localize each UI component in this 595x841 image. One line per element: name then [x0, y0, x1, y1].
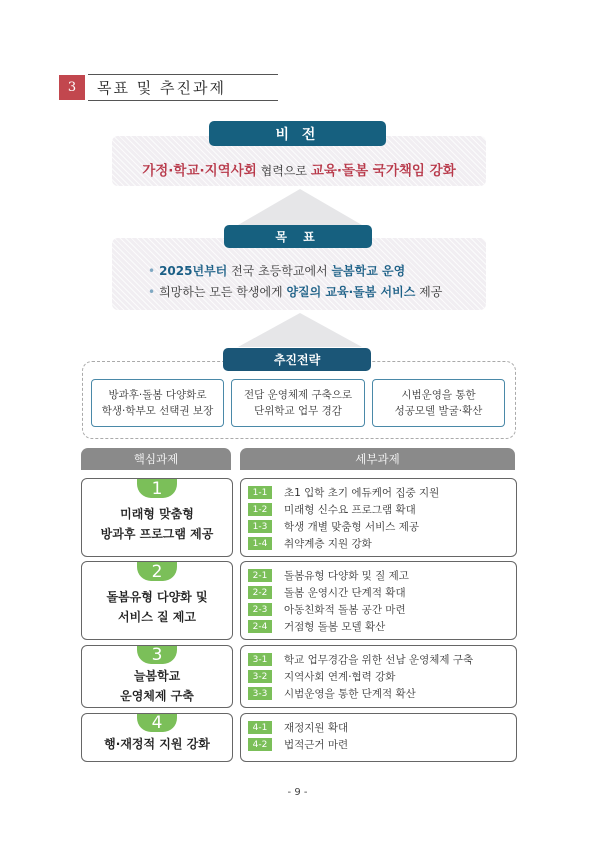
up-arrow-icon — [238, 313, 362, 347]
up-arrow-icon — [238, 189, 362, 225]
core-tasks-header: 핵심과제 — [81, 448, 231, 470]
core-task-title — [82, 666, 232, 706]
detail-code: 1-3 — [248, 520, 272, 533]
detail-tasks-1 — [240, 478, 517, 557]
core-task-2 — [81, 561, 233, 640]
detail-text: 학생 개별 맞춤형 서비스 제공 — [284, 521, 420, 533]
detail-code: 1-1 — [248, 486, 272, 499]
detail-code: 1-4 — [248, 537, 272, 550]
task-number-badge: 4 — [137, 714, 177, 732]
detail-code: 3-2 — [248, 670, 272, 683]
detail-item — [248, 584, 516, 601]
detail-text: 지역사회 연계·협력 강화 — [284, 671, 396, 683]
goal-text: 희망하는 모든 학생에게 — [159, 285, 287, 299]
detail-text: 재정지원 확대 — [284, 722, 349, 734]
detail-item — [248, 651, 516, 668]
detail-item — [248, 668, 516, 685]
strategy-text: 시범운영을 통한 — [401, 389, 476, 401]
goal-text: 전국 초등학교에서 — [227, 264, 332, 278]
detail-tasks-4 — [240, 713, 517, 762]
detail-text: 미래형 신수요 프로그램 확대 — [284, 504, 416, 516]
strategy-box-3 — [372, 379, 505, 427]
bullet-icon: • — [148, 285, 156, 299]
detail-item — [248, 518, 516, 535]
detail-item — [248, 535, 516, 552]
detail-tasks-2 — [240, 561, 517, 640]
goal-highlight: 2025년부터 — [159, 264, 228, 278]
detail-code: 2-4 — [248, 620, 272, 633]
core-task-title — [82, 587, 232, 627]
detail-code: 4-1 — [248, 721, 272, 734]
goal-highlight: 양질의 교육·돌봄 서비스 — [286, 285, 416, 299]
strategy-text: 전담 운영체제 구축으로 — [243, 389, 353, 401]
core-task-title-line: 방과후 프로그램 제공 — [100, 527, 214, 541]
detail-code: 2-1 — [248, 569, 272, 582]
detail-item — [248, 685, 516, 702]
detail-code: 3-1 — [248, 653, 272, 666]
detail-code: 1-2 — [248, 503, 272, 516]
goal-line-2 — [148, 283, 442, 300]
detail-code: 2-2 — [248, 586, 272, 599]
section-title: 목표 및 추진과제 — [97, 79, 226, 97]
detail-item — [248, 484, 516, 501]
vision-statement — [112, 159, 486, 179]
detail-item — [248, 719, 516, 736]
detail-item — [248, 736, 516, 753]
core-task-3 — [81, 645, 233, 708]
strategy-text: 방과후·돌봄 다양화로 — [108, 389, 207, 401]
detail-text: 돌봄유형 다양화 및 질 제고 — [284, 570, 409, 582]
task-number-badge: 1 — [137, 479, 177, 498]
detail-text: 시범운영을 통한 단계적 확산 — [284, 688, 416, 700]
detail-text: 돌봄 운영시간 단계적 확대 — [284, 587, 406, 599]
detail-text: 법적근거 마련 — [284, 739, 349, 751]
vision-text-part2: 협력으로 — [256, 164, 311, 178]
core-task-title — [82, 734, 232, 754]
detail-code: 2-3 — [248, 603, 272, 616]
task-number-badge: 2 — [137, 562, 177, 581]
section-rule-top — [88, 74, 278, 75]
vision-label: 비 전 — [209, 121, 386, 146]
detail-tasks-3 — [240, 645, 517, 708]
detail-item — [248, 618, 516, 635]
section-number: 3 — [59, 75, 85, 100]
detail-text: 취약계층 지원 강화 — [284, 538, 372, 550]
section-rule-bottom — [88, 100, 278, 101]
goal-line-1 — [148, 262, 405, 279]
core-task-title-line: 늘봄학교 — [133, 669, 181, 683]
core-task-title-line: 행·재정적 지원 강화 — [104, 737, 210, 751]
detail-code: 4-2 — [248, 738, 272, 751]
core-task-title-line: 미래형 맞춤형 — [120, 507, 194, 521]
core-task-title-line: 운영체제 구축 — [120, 689, 194, 703]
vision-text-part3: 교육·돌봄 국가책임 강화 — [310, 163, 456, 179]
detail-text: 거점형 돌봄 모델 확산 — [284, 621, 386, 633]
detail-item — [248, 567, 516, 584]
goal-label: 목 표 — [224, 225, 372, 248]
vision-text-part1: 가정·학교·지역사회 — [142, 163, 257, 179]
strategy-text: 학생·학부모 선택권 보장 — [101, 405, 214, 417]
detail-text: 초1 입학 초기 에듀케어 집중 지원 — [284, 487, 440, 499]
core-task-title — [82, 504, 232, 544]
goal-highlight: 늘봄학교 운영 — [331, 264, 406, 278]
core-task-title-line: 돌봄유형 다양화 및 — [106, 590, 208, 604]
goal-text: 제공 — [415, 285, 443, 299]
detail-text: 학교 업무경감을 위한 선남 운영체제 구축 — [284, 654, 474, 666]
strategy-text: 단위학교 업무 경감 — [254, 405, 342, 417]
strategy-text: 성공모델 발굴·확산 — [394, 405, 483, 417]
detail-item — [248, 501, 516, 518]
detail-code: 3-3 — [248, 687, 272, 700]
detail-text: 아동친화적 돌봄 공간 마련 — [284, 604, 406, 616]
detail-item — [248, 601, 516, 618]
bullet-icon: • — [148, 264, 156, 278]
core-task-1 — [81, 478, 233, 557]
strategy-label: 추진전략 — [223, 348, 371, 371]
core-task-4 — [81, 713, 233, 762]
page-number: - 9 - — [287, 787, 308, 798]
task-number-badge: 3 — [137, 646, 177, 664]
strategy-box-2 — [231, 379, 365, 427]
core-task-title-line: 서비스 질 제고 — [118, 610, 196, 624]
detail-tasks-header: 세부과제 — [240, 448, 515, 470]
strategy-box-1 — [91, 379, 224, 427]
